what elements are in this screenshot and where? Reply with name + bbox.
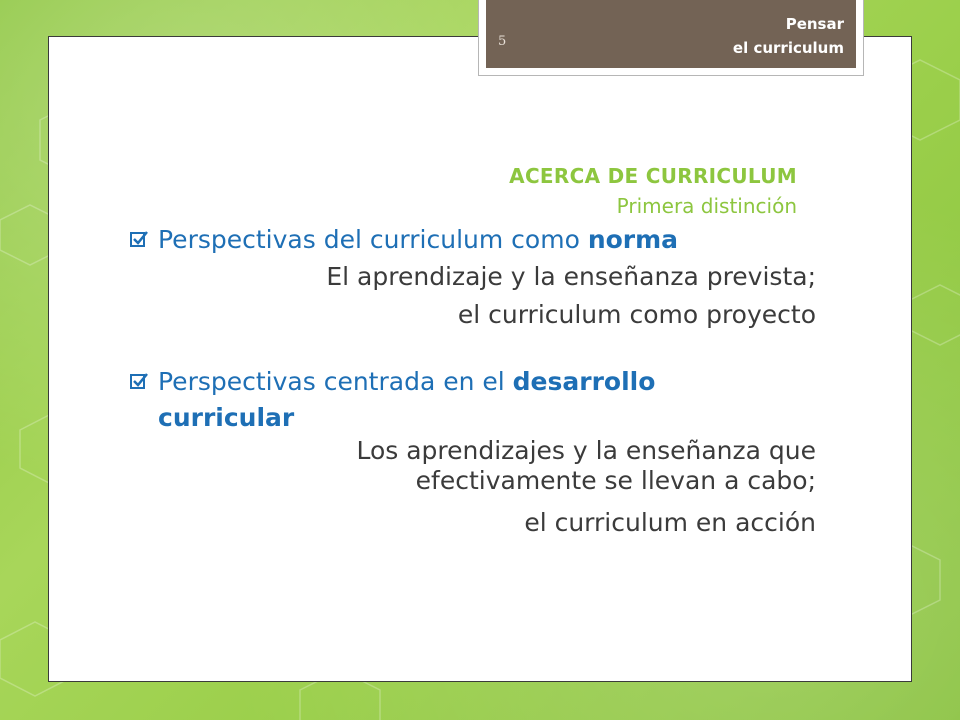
- content-body: [126, 222, 816, 572]
- bullet-text: Perspectivas centrada en el: [158, 367, 513, 396]
- page-title: ACERCA DE CURRICULUM: [509, 164, 797, 188]
- bullet-highlight: norma: [587, 225, 679, 254]
- page-subtitle: Primera distinción: [616, 194, 797, 218]
- list-item: [126, 222, 816, 334]
- list-item: [126, 364, 816, 542]
- bullet-text: Perspectivas del curriculum como: [158, 225, 588, 254]
- bullet-heading: [126, 364, 758, 436]
- slide-number: 5: [498, 34, 507, 49]
- bullet-detail: El aprendizaje y la enseñanza prevista;: [326, 262, 816, 291]
- bullet-highlight: desarrollo curricular: [158, 367, 656, 432]
- checkbox-check-icon: [130, 372, 148, 390]
- header-tab: [486, 0, 856, 68]
- bullet-detail: Los aprendizajes y la enseñanza que: [356, 436, 816, 465]
- bullet-heading: [126, 222, 816, 258]
- tab-title-line2: el curriculum: [732, 39, 844, 57]
- bullet-detail: el curriculum como proyecto: [457, 300, 816, 329]
- tab-title-line1: Pensar: [785, 15, 844, 33]
- tab-title: [733, 12, 844, 60]
- bullet-detail: efectivamente se llevan a cabo;: [415, 466, 816, 495]
- heading-block: [509, 161, 797, 221]
- bullet-detail: el curriculum en acción: [524, 508, 816, 537]
- checkbox-check-icon: [130, 230, 148, 248]
